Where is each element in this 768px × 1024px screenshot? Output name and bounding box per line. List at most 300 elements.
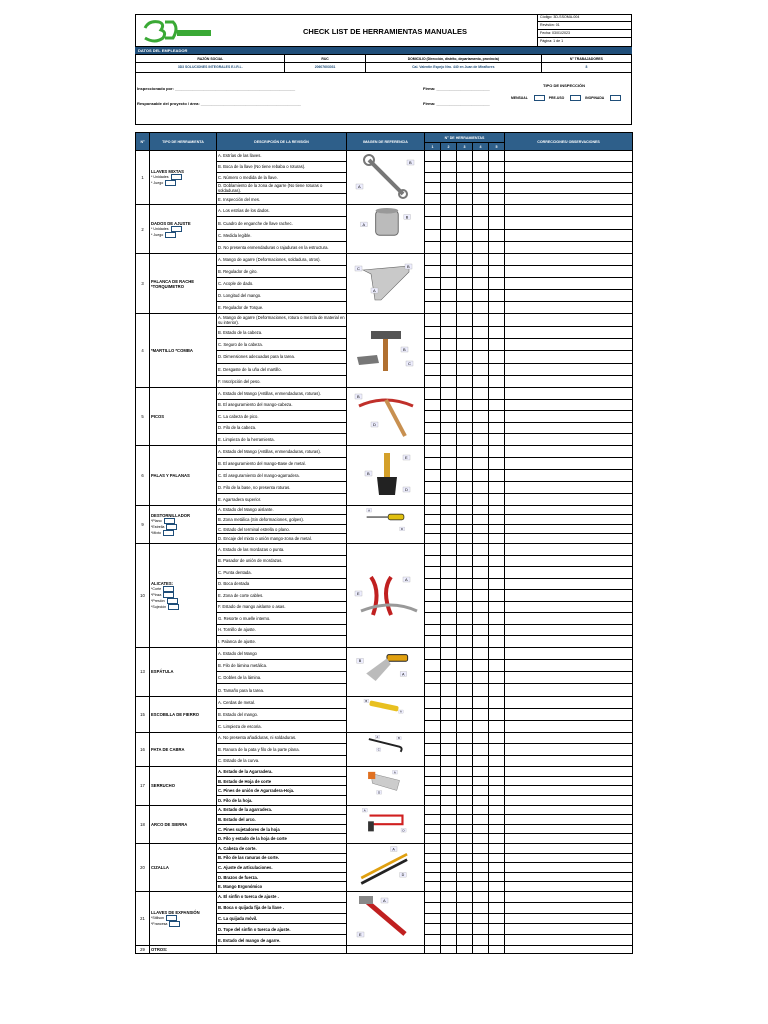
tool-count-cell[interactable] [473,843,489,853]
tool-subtype-checkbox[interactable] [165,180,176,186]
tool-count-cell[interactable] [457,505,473,515]
signature-2-field[interactable]: Firma: ________________________ [423,101,490,106]
tool-count-cell[interactable] [473,469,489,481]
tool-count-cell[interactable] [473,708,489,720]
tool-count-cell[interactable] [489,636,505,648]
tool-count-cell[interactable] [441,872,457,882]
tool-count-cell[interactable] [489,902,505,913]
tool-count-cell[interactable] [425,924,441,935]
tool-count-cell[interactable] [489,524,505,534]
tool-count-cell[interactable] [489,555,505,567]
tool-count-cell[interactable] [489,183,505,194]
tool-count-cell[interactable] [441,314,457,326]
tool-count-cell[interactable] [489,229,505,241]
tool-count-cell[interactable] [457,708,473,720]
correction-cell[interactable] [505,776,633,786]
tool-count-cell[interactable] [441,515,457,525]
tool-count-cell[interactable] [425,290,441,302]
tool-count-cell[interactable] [457,422,473,434]
tool-count-cell[interactable] [473,445,489,457]
tool-count-cell[interactable] [457,935,473,946]
tool-count-cell[interactable] [425,767,441,777]
tool-count-cell[interactable] [425,601,441,613]
correction-cell[interactable] [505,544,633,556]
tool-count-cell[interactable] [441,399,457,411]
tool-count-cell[interactable] [457,172,473,183]
tool-count-cell[interactable] [425,457,441,469]
tool-count-cell[interactable] [441,217,457,229]
tool-count-cell[interactable] [441,172,457,183]
tool-count-cell[interactable] [425,613,441,625]
tool-count-cell[interactable] [425,375,441,387]
tool-count-cell[interactable] [489,744,505,756]
correction-cell[interactable] [505,172,633,183]
tool-count-cell[interactable] [457,755,473,767]
tool-count-cell[interactable] [425,853,441,863]
tool-count-cell[interactable] [457,544,473,556]
tool-count-cell[interactable] [473,388,489,400]
tool-count-cell[interactable] [489,151,505,162]
tool-count-cell[interactable] [457,815,473,825]
tool-count-cell[interactable] [457,805,473,815]
tool-count-cell[interactable] [441,601,457,613]
tool-count-cell[interactable] [441,434,457,446]
tool-count-cell[interactable] [489,505,505,515]
tool-count-cell[interactable] [473,351,489,363]
tool-count-cell[interactable] [441,326,457,338]
tool-count-cell[interactable] [425,872,441,882]
tool-subtype-checkbox[interactable] [168,604,179,610]
tool-count-cell[interactable] [457,151,473,162]
correction-cell[interactable] [505,647,633,659]
responsible-field[interactable]: Responsable del proyecto / área: _____________________________________________ [137,101,301,106]
tool-count-cell[interactable] [473,684,489,696]
tool-count-cell[interactable] [441,302,457,314]
tool-count-cell[interactable] [457,913,473,924]
tool-count-cell[interactable] [473,796,489,806]
tool-count-cell[interactable] [425,945,441,953]
tool-count-cell[interactable] [473,647,489,659]
correction-cell[interactable] [505,636,633,648]
correction-cell[interactable] [505,590,633,602]
tool-count-cell[interactable] [473,338,489,350]
tool-count-cell[interactable] [425,422,441,434]
tool-count-cell[interactable] [473,326,489,338]
tool-count-cell[interactable] [457,314,473,326]
tool-count-cell[interactable] [489,172,505,183]
correction-cell[interactable] [505,242,633,254]
correction-cell[interactable] [505,469,633,481]
correction-cell[interactable] [505,266,633,278]
correction-cell[interactable] [505,720,633,732]
tool-count-cell[interactable] [473,624,489,636]
tool-count-cell[interactable] [441,411,457,423]
tool-count-cell[interactable] [457,183,473,194]
tool-count-cell[interactable] [457,375,473,387]
tool-count-cell[interactable] [441,776,457,786]
tool-count-cell[interactable] [457,338,473,350]
tool-count-cell[interactable] [457,515,473,525]
tool-count-cell[interactable] [457,278,473,290]
tool-count-cell[interactable] [489,659,505,671]
tool-count-cell[interactable] [441,254,457,266]
tool-count-cell[interactable] [425,445,441,457]
tool-count-cell[interactable] [489,399,505,411]
tool-count-cell[interactable] [457,824,473,834]
tool-count-cell[interactable] [457,578,473,590]
tool-count-cell[interactable] [457,555,473,567]
tool-count-cell[interactable] [489,567,505,579]
correction-cell[interactable] [505,786,633,796]
tool-count-cell[interactable] [457,445,473,457]
tool-count-cell[interactable] [489,302,505,314]
tool-count-cell[interactable] [441,505,457,515]
tool-count-cell[interactable] [489,786,505,796]
tool-count-cell[interactable] [441,194,457,205]
tool-count-cell[interactable] [489,805,505,815]
tool-count-cell[interactable] [473,399,489,411]
tool-count-cell[interactable] [441,659,457,671]
tool-count-cell[interactable] [457,872,473,882]
tool-count-cell[interactable] [425,672,441,684]
correction-cell[interactable] [505,194,633,205]
tool-count-cell[interactable] [441,882,457,892]
tool-count-cell[interactable] [489,882,505,892]
tool-count-cell[interactable] [489,624,505,636]
tool-count-cell[interactable] [473,278,489,290]
tool-count-cell[interactable] [489,872,505,882]
tool-count-cell[interactable] [473,493,489,505]
correction-cell[interactable] [505,767,633,777]
tool-count-cell[interactable] [441,567,457,579]
tool-count-cell[interactable] [473,411,489,423]
tool-count-cell[interactable] [473,422,489,434]
tool-count-cell[interactable] [441,493,457,505]
correction-cell[interactable] [505,696,633,708]
tool-count-cell[interactable] [473,524,489,534]
tool-count-cell[interactable] [441,815,457,825]
tool-count-cell[interactable] [457,524,473,534]
tool-count-cell[interactable] [473,902,489,913]
correction-cell[interactable] [505,924,633,935]
tool-count-cell[interactable] [489,720,505,732]
tool-count-cell[interactable] [473,935,489,946]
tool-count-cell[interactable] [441,590,457,602]
tool-subtype-checkbox[interactable] [165,232,176,238]
tool-count-cell[interactable] [441,796,457,806]
tool-count-cell[interactable] [441,853,457,863]
tool-count-cell[interactable] [425,544,441,556]
tool-count-cell[interactable] [441,891,457,902]
tool-count-cell[interactable] [489,217,505,229]
tool-count-cell[interactable] [489,314,505,326]
tool-count-cell[interactable] [425,935,441,946]
correction-cell[interactable] [505,388,633,400]
tool-count-cell[interactable] [489,613,505,625]
tool-count-cell[interactable] [473,872,489,882]
correction-cell[interactable] [505,524,633,534]
tool-count-cell[interactable] [441,544,457,556]
tool-count-cell[interactable] [489,590,505,602]
correction-cell[interactable] [505,505,633,515]
tool-count-cell[interactable] [489,351,505,363]
tool-count-cell[interactable] [489,853,505,863]
correction-cell[interactable] [505,624,633,636]
correction-cell[interactable] [505,659,633,671]
tool-count-cell[interactable] [425,815,441,825]
tool-count-cell[interactable] [425,913,441,924]
tool-count-cell[interactable] [473,161,489,172]
tool-count-cell[interactable] [473,290,489,302]
option-mensual-checkbox[interactable] [534,95,545,101]
tool-count-cell[interactable] [473,534,489,544]
correction-cell[interactable] [505,708,633,720]
tool-count-cell[interactable] [473,363,489,375]
tool-count-cell[interactable] [425,843,441,853]
tool-count-cell[interactable] [489,824,505,834]
correction-cell[interactable] [505,457,633,469]
tool-count-cell[interactable] [425,882,441,892]
tool-count-cell[interactable] [473,636,489,648]
tool-subtype-checkbox[interactable] [169,921,180,927]
tool-count-cell[interactable] [457,161,473,172]
tool-count-cell[interactable] [441,647,457,659]
tool-count-cell[interactable] [441,457,457,469]
correction-cell[interactable] [505,882,633,892]
tool-count-cell[interactable] [489,515,505,525]
tool-count-cell[interactable] [457,767,473,777]
tool-count-cell[interactable] [425,824,441,834]
tool-count-cell[interactable] [489,796,505,806]
tool-count-cell[interactable] [441,534,457,544]
tool-count-cell[interactable] [425,326,441,338]
correction-cell[interactable] [505,815,633,825]
tool-count-cell[interactable] [441,672,457,684]
tool-count-cell[interactable] [441,843,457,853]
tool-count-cell[interactable] [489,601,505,613]
correction-cell[interactable] [505,375,633,387]
tool-count-cell[interactable] [441,755,457,767]
tool-count-cell[interactable] [457,217,473,229]
tool-count-cell[interactable] [425,266,441,278]
correction-cell[interactable] [505,891,633,902]
tool-count-cell[interactable] [441,636,457,648]
tool-count-cell[interactable] [425,696,441,708]
tool-count-cell[interactable] [457,242,473,254]
tool-count-cell[interactable] [473,786,489,796]
correction-cell[interactable] [505,515,633,525]
tool-count-cell[interactable] [425,302,441,314]
tool-count-cell[interactable] [473,314,489,326]
tool-count-cell[interactable] [457,882,473,892]
tool-count-cell[interactable] [489,647,505,659]
correction-cell[interactable] [505,302,633,314]
tool-count-cell[interactable] [425,524,441,534]
tool-count-cell[interactable] [457,853,473,863]
tool-count-cell[interactable] [457,863,473,873]
tool-count-cell[interactable] [457,363,473,375]
tool-count-cell[interactable] [425,720,441,732]
tool-count-cell[interactable] [489,469,505,481]
tool-count-cell[interactable] [489,266,505,278]
tool-count-cell[interactable] [489,481,505,493]
tool-count-cell[interactable] [441,824,457,834]
correction-cell[interactable] [505,913,633,924]
tool-count-cell[interactable] [457,493,473,505]
tool-count-cell[interactable] [473,151,489,162]
correction-cell[interactable] [505,229,633,241]
tool-count-cell[interactable] [457,924,473,935]
tool-count-cell[interactable] [425,388,441,400]
tool-count-cell[interactable] [425,411,441,423]
tool-count-cell[interactable] [457,659,473,671]
correction-cell[interactable] [505,824,633,834]
tool-count-cell[interactable] [489,863,505,873]
tool-count-cell[interactable] [425,567,441,579]
tool-count-cell[interactable] [473,229,489,241]
correction-cell[interactable] [505,902,633,913]
tool-count-cell[interactable] [441,708,457,720]
correction-cell[interactable] [505,732,633,744]
tool-count-cell[interactable] [441,469,457,481]
tool-count-cell[interactable] [425,205,441,217]
tool-count-cell[interactable] [441,205,457,217]
tool-count-cell[interactable] [441,613,457,625]
tool-count-cell[interactable] [441,767,457,777]
tool-count-cell[interactable] [425,351,441,363]
tool-count-cell[interactable] [473,434,489,446]
correction-cell[interactable] [505,796,633,806]
tool-count-cell[interactable] [457,843,473,853]
tool-count-cell[interactable] [457,205,473,217]
tool-count-cell[interactable] [425,172,441,183]
tool-count-cell[interactable] [441,375,457,387]
tool-count-cell[interactable] [457,229,473,241]
tool-count-cell[interactable] [473,601,489,613]
tool-count-cell[interactable] [441,805,457,815]
tool-count-cell[interactable] [489,388,505,400]
correction-cell[interactable] [505,254,633,266]
tool-count-cell[interactable] [425,254,441,266]
tool-count-cell[interactable] [441,696,457,708]
tool-count-cell[interactable] [457,469,473,481]
tool-count-cell[interactable] [489,363,505,375]
tool-count-cell[interactable] [425,776,441,786]
tool-count-cell[interactable] [457,411,473,423]
tool-count-cell[interactable] [425,515,441,525]
tool-count-cell[interactable] [489,534,505,544]
inspected-by-field[interactable]: Inspeccionado por: ______________________________________________________ [137,86,296,91]
tool-count-cell[interactable] [489,544,505,556]
tool-count-cell[interactable] [457,696,473,708]
correction-cell[interactable] [505,935,633,946]
tool-count-cell[interactable] [441,363,457,375]
correction-cell[interactable] [505,601,633,613]
tool-count-cell[interactable] [425,805,441,815]
tool-count-cell[interactable] [489,457,505,469]
tool-count-cell[interactable] [473,515,489,525]
tool-count-cell[interactable] [425,161,441,172]
tool-count-cell[interactable] [457,672,473,684]
tool-count-cell[interactable] [457,302,473,314]
tool-count-cell[interactable] [457,776,473,786]
tool-count-cell[interactable] [457,834,473,844]
tool-count-cell[interactable] [441,624,457,636]
tool-count-cell[interactable] [473,217,489,229]
tool-count-cell[interactable] [425,338,441,350]
tool-count-cell[interactable] [473,505,489,515]
tool-count-cell[interactable] [425,647,441,659]
correction-cell[interactable] [505,183,633,194]
tool-count-cell[interactable] [457,266,473,278]
tool-count-cell[interactable] [425,217,441,229]
tool-count-cell[interactable] [473,590,489,602]
tool-count-cell[interactable] [425,151,441,162]
tool-count-cell[interactable] [441,183,457,194]
tool-count-cell[interactable] [473,183,489,194]
tool-count-cell[interactable] [457,434,473,446]
tool-count-cell[interactable] [441,720,457,732]
correction-cell[interactable] [505,326,633,338]
tool-count-cell[interactable] [457,388,473,400]
tool-count-cell[interactable] [441,524,457,534]
tool-count-cell[interactable] [473,375,489,387]
tool-count-cell[interactable] [489,708,505,720]
tool-count-cell[interactable] [489,194,505,205]
tool-count-cell[interactable] [441,351,457,363]
tool-count-cell[interactable] [441,445,457,457]
tool-count-cell[interactable] [425,659,441,671]
tool-count-cell[interactable] [489,815,505,825]
tool-count-cell[interactable] [473,544,489,556]
tool-count-cell[interactable] [441,834,457,844]
tool-count-cell[interactable] [473,815,489,825]
tool-count-cell[interactable] [425,434,441,446]
tool-count-cell[interactable] [425,834,441,844]
tool-count-cell[interactable] [441,266,457,278]
tool-count-cell[interactable] [457,254,473,266]
tool-count-cell[interactable] [457,590,473,602]
tool-count-cell[interactable] [473,824,489,834]
tool-count-cell[interactable] [425,314,441,326]
tool-count-cell[interactable] [473,205,489,217]
tool-count-cell[interactable] [441,242,457,254]
tool-count-cell[interactable] [441,744,457,756]
tool-count-cell[interactable] [489,578,505,590]
tool-count-cell[interactable] [489,843,505,853]
tool-count-cell[interactable] [425,891,441,902]
tool-count-cell[interactable] [457,326,473,338]
tool-count-cell[interactable] [457,891,473,902]
tool-count-cell[interactable] [489,205,505,217]
tool-count-cell[interactable] [489,684,505,696]
tool-count-cell[interactable] [457,796,473,806]
tool-count-cell[interactable] [425,555,441,567]
tool-count-cell[interactable] [441,902,457,913]
correction-cell[interactable] [505,755,633,767]
tool-count-cell[interactable] [441,229,457,241]
tool-count-cell[interactable] [473,567,489,579]
correction-cell[interactable] [505,684,633,696]
tool-count-cell[interactable] [425,578,441,590]
tool-count-cell[interactable] [457,567,473,579]
tool-count-cell[interactable] [425,505,441,515]
tool-count-cell[interactable] [441,863,457,873]
tool-count-cell[interactable] [457,902,473,913]
tool-count-cell[interactable] [473,776,489,786]
tool-count-cell[interactable] [473,755,489,767]
tool-count-cell[interactable] [457,636,473,648]
